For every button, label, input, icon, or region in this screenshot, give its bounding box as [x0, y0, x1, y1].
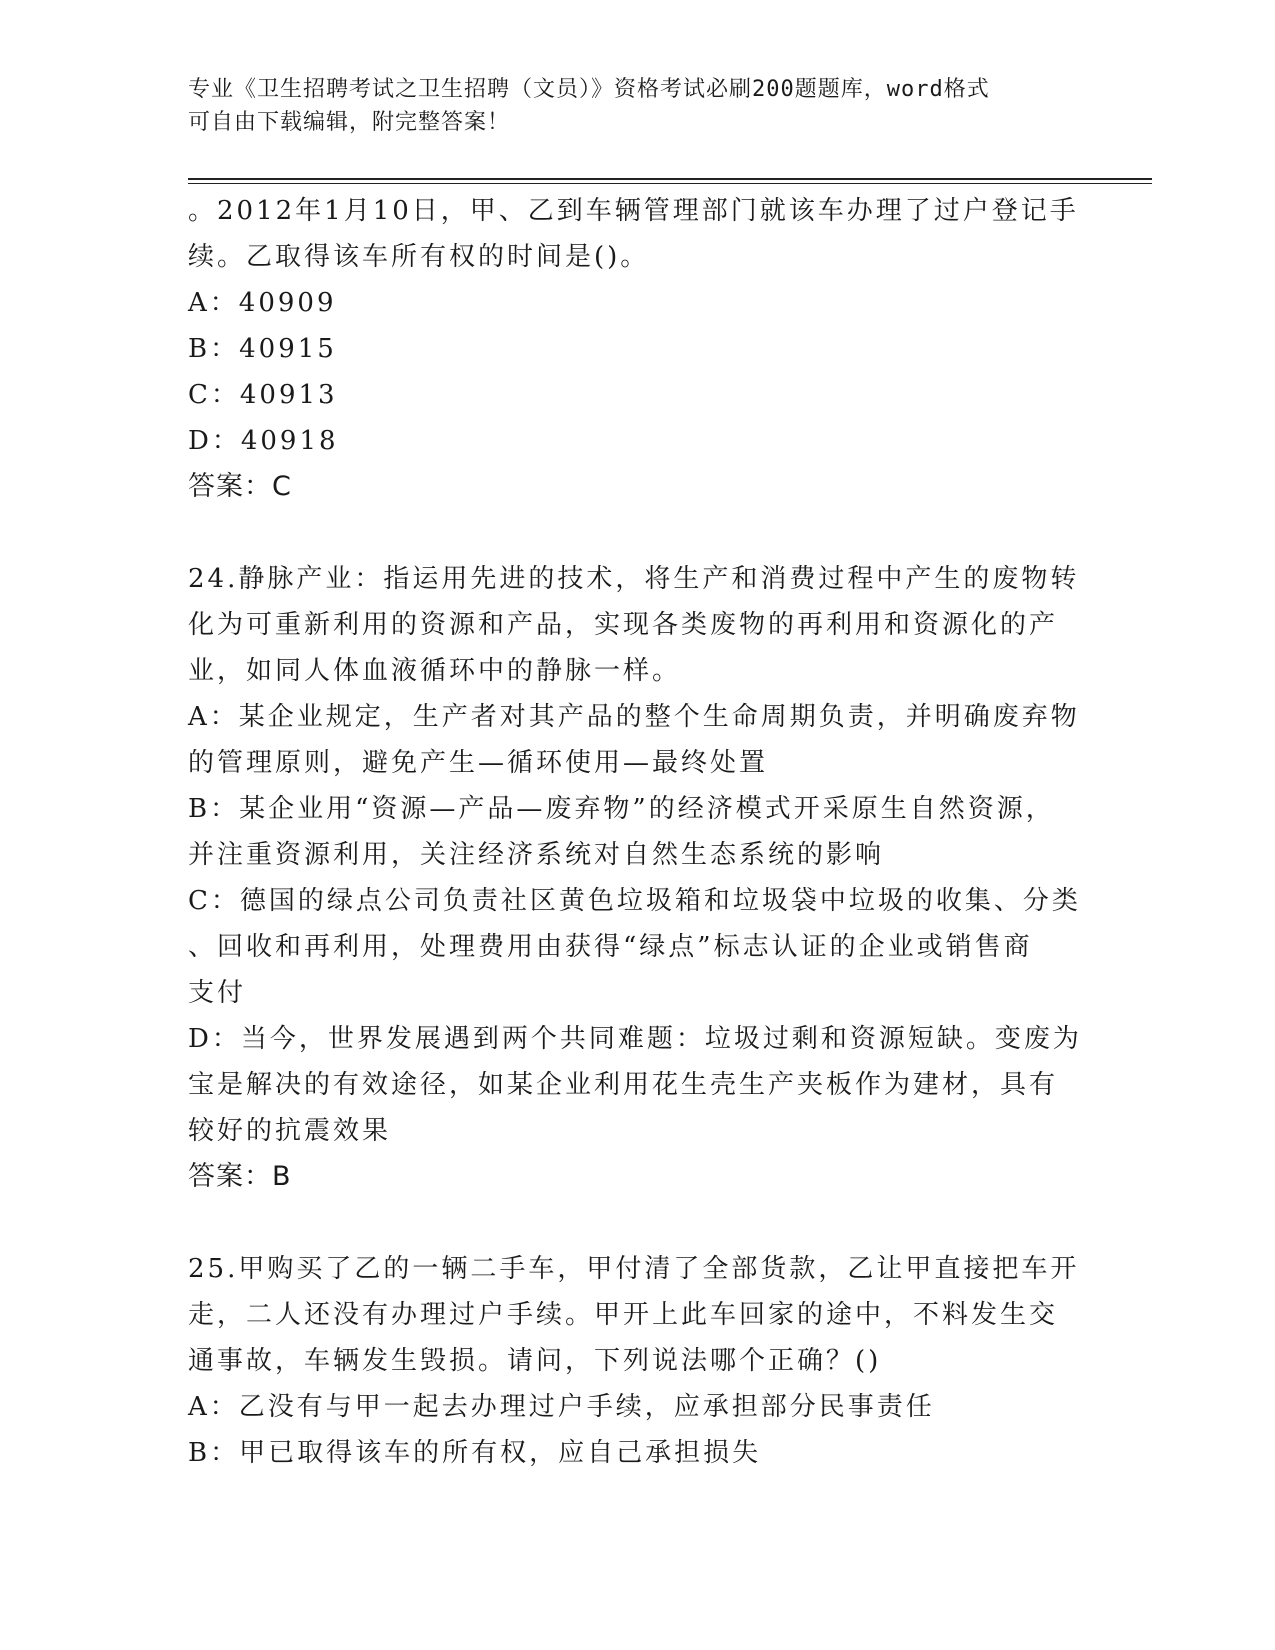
- question-25: [188, 1246, 1088, 1476]
- option-a: A：某企业规定，生产者对其产品的整个生命周期负责，并明确废弃物: [188, 702, 1080, 732]
- question-stem-line: 24.静脉产业：指运用先进的技术，将生产和消费过程中产生的废物转: [188, 564, 1080, 594]
- spacer: [188, 510, 1088, 556]
- option-b: B：某企业用“资源—产品—废弃物”的经济模式开采原生自然资源，: [188, 794, 1055, 824]
- question-23: [188, 188, 1088, 510]
- option-c-cont: 、回收和再利用，处理费用由获得“绿点”标志认证的企业或销售商: [188, 932, 1033, 962]
- option-d-cont: 宝是解决的有效途径，如某企业利用花生壳生产夹板作为建材，具有: [188, 1070, 1059, 1100]
- question-stem-line: 化为可重新利用的资源和产品，实现各类废物的再利用和资源化的产: [188, 610, 1059, 640]
- option-b-cont: 并注重资源利用，关注经济系统对自然生态系统的影响: [188, 840, 885, 870]
- option-c-cont: 支付: [188, 978, 247, 1008]
- option-a: A：40909: [188, 288, 337, 318]
- option-c: C：德国的绿点公司负责社区黄色垃圾箱和垃圾袋中垃圾的收集、分类: [188, 886, 1081, 916]
- question-stem-line: 。2012年1月10日，甲、乙到车辆管理部门就该车办理了过户登记手: [188, 196, 1079, 226]
- header-line-2: 可自由下载编辑，附完整答案！: [188, 110, 511, 135]
- spacer: [188, 1200, 1088, 1246]
- header-line-1: 专业《卫生招聘考试之卫生招聘（文员）》资格考试必刷200题题库，word格式: [188, 77, 990, 102]
- question-24: [188, 556, 1088, 1200]
- answer-line: 答案：B: [188, 1161, 292, 1192]
- option-b: B：40915: [188, 334, 337, 364]
- option-d: D：40918: [188, 426, 339, 456]
- answer-line: 答案：C: [188, 471, 292, 502]
- question-stem-line: 走，二人还没有办理过户手续。甲开上此车回家的途中，不料发生交: [188, 1300, 1059, 1330]
- option-a: A：乙没有与甲一起去办理过户手续，应承担部分民事责任: [188, 1392, 935, 1422]
- header-divider: [188, 178, 1152, 184]
- option-b: B：甲已取得该车的所有权，应自己承担损失: [188, 1438, 762, 1468]
- option-a-cont: 的管理原则，避免产生—循环使用—最终处置: [188, 748, 769, 778]
- option-c: C：40913: [188, 380, 338, 410]
- option-d-cont: 较好的抗震效果: [188, 1116, 392, 1146]
- question-stem-line: 25.甲购买了乙的一辆二手车，甲付清了全部货款，乙让甲直接把车开: [188, 1254, 1080, 1284]
- question-stem-line: 续。乙取得该车所有权的时间是()。: [188, 242, 650, 272]
- document-body: [188, 188, 1088, 1476]
- question-stem-line: 通事故，车辆发生毁损。请问，下列说法哪个正确？(): [188, 1346, 882, 1376]
- question-stem-line: 业，如同人体血液循环中的静脉一样。: [188, 656, 682, 686]
- option-d: D：当今，世界发展遇到两个共同难题：垃圾过剩和资源短缺。变废为: [188, 1024, 1082, 1054]
- page-header: [188, 73, 1068, 139]
